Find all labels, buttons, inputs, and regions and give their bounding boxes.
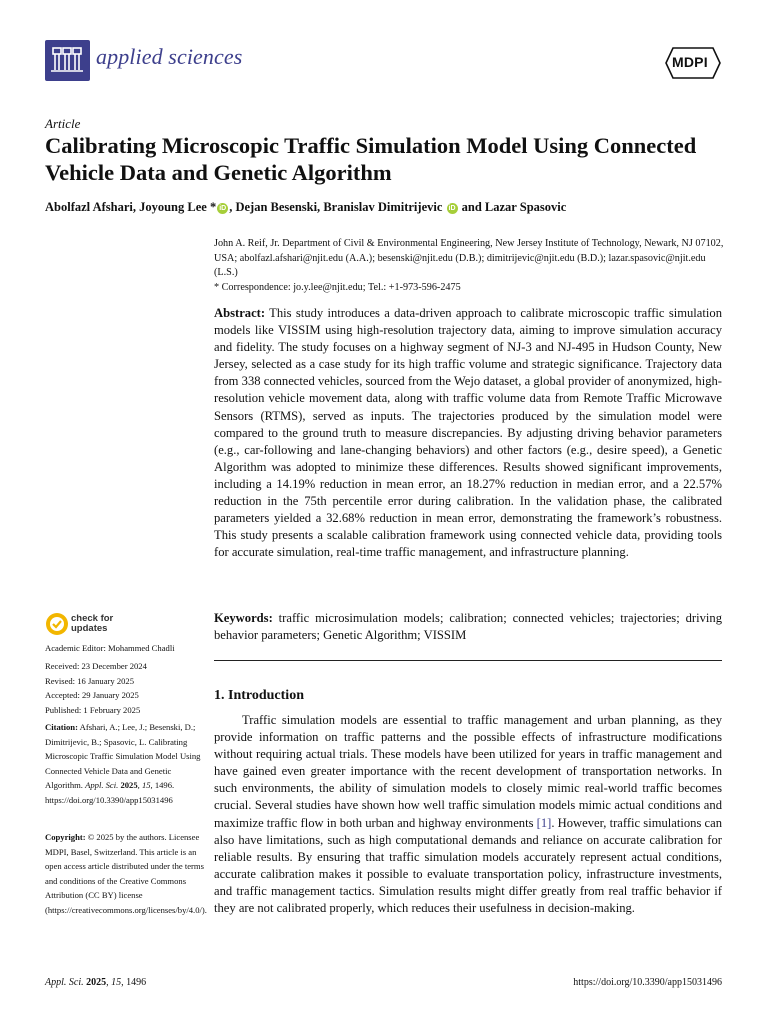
keywords	[214, 610, 722, 644]
journal-name[interactable]: applied sciences	[96, 44, 243, 69]
introduction-body	[214, 712, 722, 917]
abstract-label: Abstract:	[214, 306, 266, 320]
orcid-icon[interactable]: iD	[219, 205, 227, 212]
intro-text: Traffic simulation models are essential to traffic management and urban planning, as they provide information on traffic patterns and the possible effects of infrastructure modifications without requiring actual trials. These models have been utilized for years in traffic management and have gained even greater importance with the recent development of transportation networks. In such environments, the ability of simulation models to closely mimic real-world traffic becomes crucial. Several studies have shown how well traffic simulation models mimic actual conditions and maximize traffic flow in both urban and highway environments	[214, 713, 722, 830]
footer-article-number: 1496	[123, 977, 147, 988]
check-for-updates-button[interactable]	[45, 612, 165, 638]
affiliations	[214, 237, 724, 295]
article-title: Calibrating Microscopic Traffic Simulation Model Using Connected Vehicle Data and Genetic Algorithm	[45, 133, 697, 185]
author-name[interactable]: and Lazar Spasovic	[458, 200, 567, 214]
publication-dates	[45, 659, 205, 717]
footer-journal: Appl. Sci.	[45, 977, 84, 988]
citation-label: Citation:	[45, 722, 78, 732]
check-updates-icon	[45, 612, 69, 636]
mdpi-logo-text: MDPI	[672, 54, 708, 70]
author-name[interactable]: Abolfazl Afshari,	[45, 200, 140, 214]
journal-logo-icon[interactable]	[45, 40, 90, 81]
orcid-icon[interactable]: iD	[448, 205, 456, 212]
section-heading: 1. Introduction	[214, 688, 304, 703]
author-separator: , Dejan Besenski,	[229, 200, 324, 214]
article-type: Article	[45, 116, 81, 131]
reference-link[interactable]: [1]	[536, 815, 552, 830]
citation-block	[45, 720, 205, 807]
affiliation-line: John A. Reif, Jr. Department of Civil & Environmental Engineering, New Jersey Institute of Technology, Newark, NJ 07102, USA; abolfazl.afshari@njit.edu (A.A.); besenski@njit.edu (D.B.); dimitrijevic@njit.edu (B.D.); lazar.spasovic@njit.edu (L.S.)	[214, 238, 724, 278]
footer-doi-link[interactable]: https://doi.org/10.3390/app15031496	[573, 977, 722, 988]
correspondence: * Correspondence: jo.y.lee@njit.edu; Tel.: +1-973-596-2475	[214, 281, 461, 293]
copyright-block	[45, 830, 205, 917]
author-name[interactable]: Branislav Dimitrijevic	[323, 200, 443, 214]
section-divider	[214, 660, 722, 661]
footer-citation	[45, 977, 146, 988]
citation-volume: , 15,	[137, 780, 153, 790]
check-updates-label: check for	[71, 613, 114, 624]
citation-year: 2025	[118, 780, 138, 790]
intro-text: . However, traffic simulations can also have limitations, such as high computational demands and reliance on accurate calibration for reliable results. By ensuring that traffic simulation models accurately represent actual conditions, accurate calibration makes it possible to evaluate transportation policy, infrastructure investments, and traffic management tactics. Simulation results might differ greatly from real traffic behavior if they are not calibrated properly, which reduces their usefulness in decision-making.	[214, 815, 723, 916]
citation-journal: Appl. Sci.	[85, 780, 119, 790]
citation-text: Afshari, A.; Lee, J.; Besenski, D.; Dimitrijevic, B.; Spasovic, L. Calibrating Microscopic Traffic Simulation Model Using Connected Vehicle Data and Genetic Algorithm.	[45, 722, 201, 790]
published-date: Published: 1 February 2025	[45, 704, 141, 715]
copyright-text: © 2025 by the authors. Licensee MDPI, Basel, Switzerland. This article is an open access article distributed under the terms and conditions of the Creative Commons Attribution (CC BY) license (https://creativecommons.org/licenses/by/4.0/).	[45, 832, 207, 915]
citation-doi[interactable]: 1496. https://doi.org/10.3390/app15031496	[45, 780, 175, 805]
academic-editor: Academic Editor: Mohammed Chadli	[45, 643, 175, 653]
footer-volume: , 15,	[106, 977, 124, 988]
keywords-text: traffic microsimulation models; calibration; connected vehicles; trajectories; driving behavior parameters; Genetic Algorithm; VISSIM	[214, 611, 722, 643]
copyright-label: Copyright:	[45, 832, 86, 842]
received-date: Received: 23 December 2024	[45, 661, 147, 671]
mdpi-logo[interactable]	[665, 46, 721, 80]
accepted-date: Accepted: 29 January 2025	[45, 690, 139, 700]
author-name[interactable]: Joyoung Lee *	[139, 200, 217, 214]
keywords-label: Keywords:	[214, 611, 273, 625]
abstract	[214, 305, 722, 561]
check-updates-label: updates	[71, 623, 108, 634]
author-list	[45, 200, 566, 215]
revised-date: Revised: 16 January 2025	[45, 675, 135, 686]
footer-year: 2025	[83, 977, 107, 988]
abstract-text: This study introduces a data-driven approach to calibrate microscopic traffic simulation models like VISSIM using high-resolution trajectory data, aiming to improve simulation accuracy and fidelity. The study focuses on a highway segment of NJ-3 and NJ-495 in Hudson County, New Jersey, selected as a case study for its high traffic volume and strategic significance. Trajectory data from 338 connected vehicles, sourced from the Wejo dataset, a global provider of anonymized, high-resolution vehicle movement data, along with traffic volume data from Remote Traffic Microwave Sensors (RTMS), served as inputs. The trajectories produced by the simulation model were compared to the ground truth to measure discrepancies. By adjusting driving behavior parameters (e.g., car-following and lane-changing behaviors) and other factors (e.g., desire speed), a Genetic Algorithm was adopted to minimize these differences. Results showed significant improvements, including a 14.19% reduction in mean error, an 18.27% reduction in median error, and a 22.57% reduction in the 75th percentile error during calibration. In the validation phase, the calibrated parameters yielded a 32.68% reduction in mean error, demonstrating the framework’s robustness. This study presents a scalable calibration framework using connected vehicle data, providing tools for accurate simulation, real-time traffic management, and infrastructure planning.	[214, 306, 722, 560]
